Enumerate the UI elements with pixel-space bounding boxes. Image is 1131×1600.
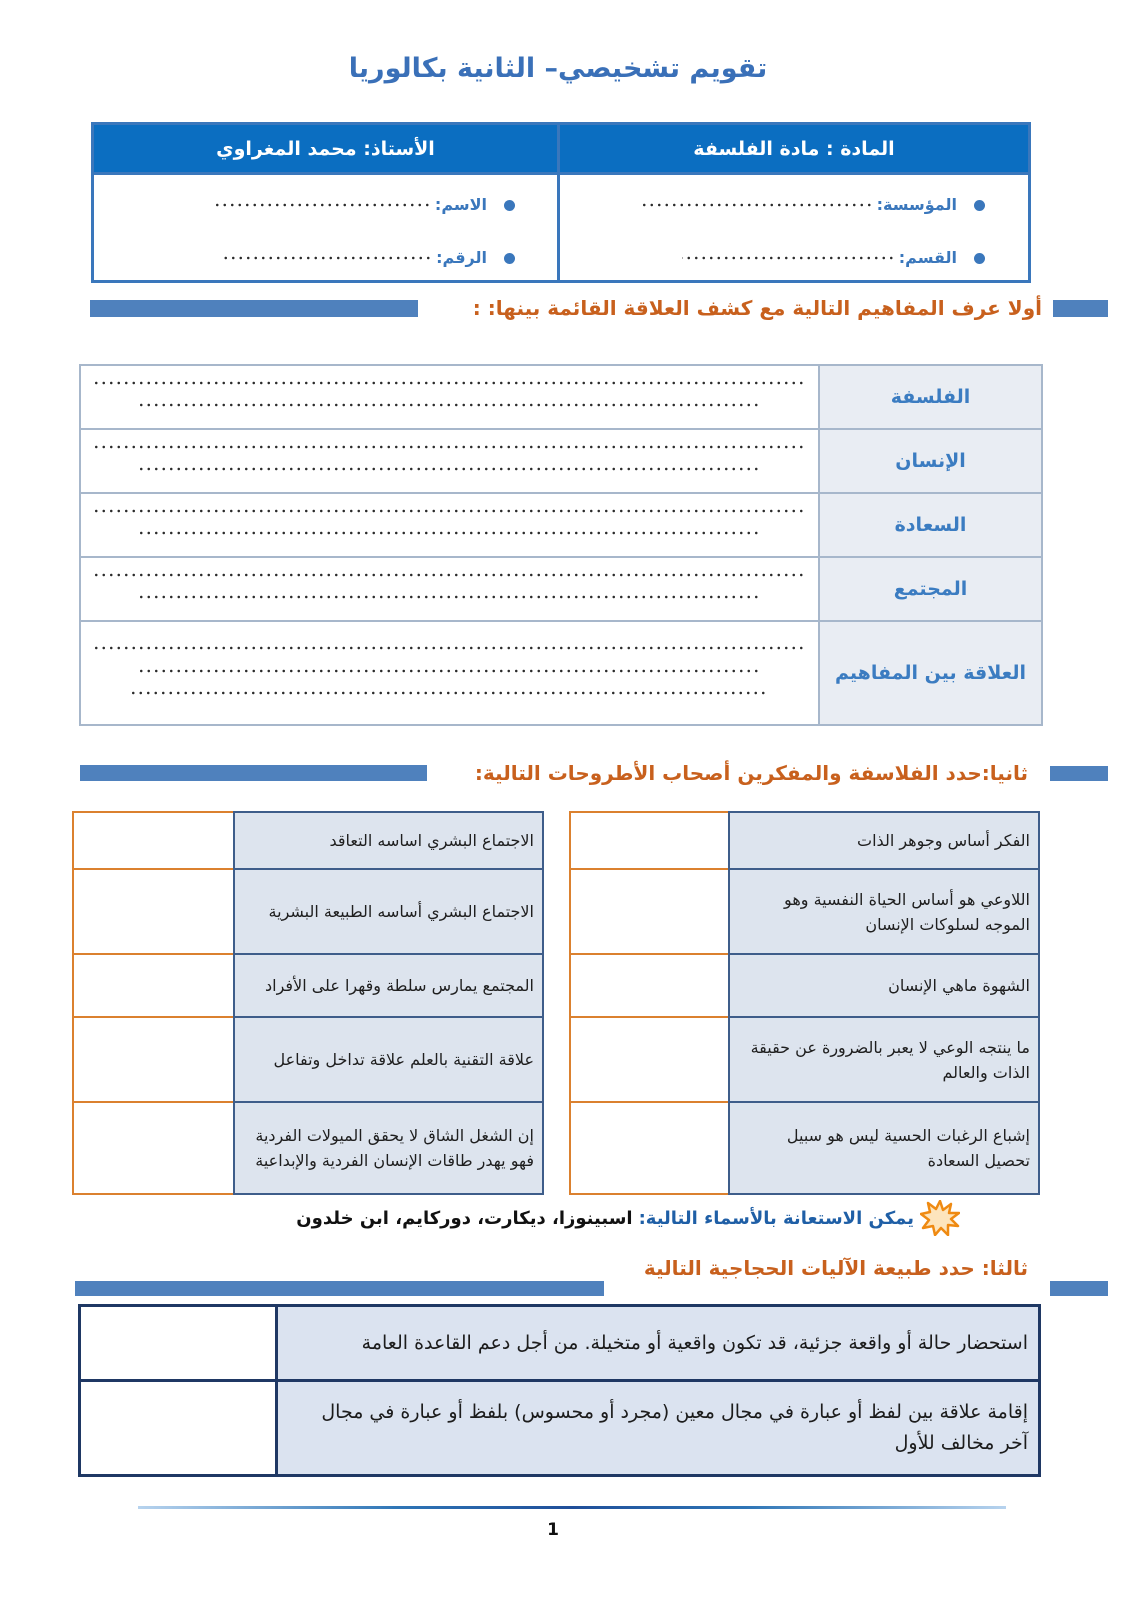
header-divider-vertical	[557, 125, 560, 280]
thesis-cell	[728, 1101, 1040, 1195]
answer-line	[92, 381, 805, 385]
bullet-icon	[974, 200, 985, 211]
concept-label: العلاقة بين المفاهيم	[818, 622, 1041, 724]
concept-row	[81, 430, 1041, 494]
section-3-title: ثالثا: حدد طبيعة الآليات الحجاجية التالية	[643, 1256, 1028, 1280]
subject-label: المادة : مادة الفلسفة	[693, 137, 895, 160]
heading-bar-left	[75, 1281, 604, 1296]
number-field	[220, 244, 515, 272]
answer-line	[92, 445, 805, 449]
answer-line	[132, 691, 767, 695]
thesis-text: الشهوة ماهي الإنسان	[888, 976, 1030, 995]
thesis-cell	[233, 1101, 544, 1195]
mechanism-text: إقامة علاقة بين لفظ أو عبارة في مجال معين (مجرد أو محسوس) بلفظ أو عبارة في مجال آخر مخالف للأول	[321, 1401, 1028, 1454]
hint-prefix: يمكن الاستعانة بالأسماء التالية:	[638, 1207, 914, 1229]
hint-names: اسبينوزا، ديكارت، دوركايم، ابن خلدون	[296, 1207, 633, 1229]
section-1-heading	[90, 292, 1108, 324]
table-divider-vertical	[275, 1307, 278, 1474]
answer-cell	[569, 1101, 730, 1195]
thesis-text: الاجتماع البشري أساسه الطبيعة البشرية	[268, 902, 534, 921]
concept-row	[81, 558, 1041, 622]
subject-cell	[560, 125, 1028, 172]
thesis-cell	[728, 868, 1040, 955]
answer-cell	[569, 953, 730, 1018]
answer-line	[137, 595, 760, 599]
answer-line	[220, 256, 432, 260]
answer-line	[137, 467, 760, 471]
name-field	[216, 191, 515, 219]
concept-label: الفلسفة	[818, 366, 1041, 428]
concept-row	[81, 366, 1041, 430]
star-burst-icon	[920, 1200, 960, 1236]
answer-line	[216, 203, 431, 207]
concept-row	[81, 494, 1041, 558]
answer-cell	[569, 811, 730, 870]
number-label: الرقم:	[436, 248, 487, 267]
page-number: 1	[547, 1520, 559, 1540]
concept-label: السعادة	[818, 494, 1041, 556]
school-label: المؤسسة:	[876, 195, 957, 214]
thesis-cell	[728, 811, 1040, 870]
section-2-heading	[80, 757, 1108, 789]
footer-rule	[138, 1506, 1006, 1509]
thesis-text: المجتمع يمارس سلطة وقهرا على الأفراد	[265, 976, 534, 995]
answer-line	[92, 646, 805, 650]
thesis-text: الاجتماع البشري اساسه التعاقد	[329, 831, 534, 850]
theses-table-right	[569, 811, 1040, 1197]
thesis-text: اللاوعي هو أساس الحياة النفسية وهو الموجه لسلوكات الإنسان	[784, 889, 1030, 934]
heading-bar-left	[90, 300, 418, 317]
thesis-text: علاقة التقنية بالعلم علاقة تداخل وتفاعل	[273, 1050, 534, 1069]
answer-line	[137, 669, 760, 673]
thesis-cell	[233, 953, 544, 1018]
bullet-icon	[504, 253, 515, 264]
class-label: القسم:	[898, 248, 957, 267]
answer-line	[92, 509, 805, 513]
page-title: تقويم تشخيصي– الثانية بكالوريا	[348, 53, 768, 84]
answer-cell	[569, 1016, 730, 1103]
answer-cell	[72, 811, 235, 870]
thesis-text: ما ينتجه الوعي لا يعبر بالضرورة عن حقيقة الذات والعالم	[750, 1037, 1030, 1082]
mechanism-cell	[278, 1307, 1038, 1379]
header-divider-horizontal	[94, 172, 1028, 175]
mechanisms-table	[78, 1304, 1041, 1477]
section-3-heading	[75, 1252, 1108, 1296]
heading-bar-right	[1050, 766, 1108, 781]
thesis-text: إن الشغل الشاق لا يحقق الميولات الفردية فهو يهدر طاقات الإنسان الفردية والإبداعية	[255, 1126, 534, 1170]
answer-line	[92, 573, 805, 577]
theses-table-left	[72, 811, 544, 1197]
concept-label: المجتمع	[818, 558, 1041, 620]
teacher-cell	[94, 125, 557, 172]
concept-label: الإنسان	[818, 430, 1041, 492]
bullet-icon	[504, 200, 515, 211]
bullet-icon	[974, 253, 985, 264]
answer-line	[137, 403, 760, 407]
answer-cell	[72, 1101, 235, 1195]
answer-cell	[72, 868, 235, 955]
concept-row	[81, 622, 1041, 724]
names-hint	[296, 1201, 960, 1235]
info-table	[91, 122, 1031, 283]
heading-bar-left	[80, 765, 427, 781]
thesis-cell	[728, 953, 1040, 1018]
thesis-cell	[233, 868, 544, 955]
table-divider-horizontal	[81, 1379, 1038, 1382]
section-2-title: ثانيا:حدد الفلاسفة والمفكرين أصحاب الأطروحات التالية:	[474, 761, 1028, 785]
answer-cell	[569, 868, 730, 955]
answer-line	[682, 256, 895, 260]
answer-cell	[81, 1382, 275, 1474]
heading-bar-right	[1053, 300, 1108, 317]
school-field	[643, 191, 985, 219]
thesis-cell	[233, 811, 544, 870]
mechanism-cell	[278, 1382, 1038, 1474]
thesis-text: إشباع الرغبات الحسية ليس هو سبيل تحصيل السعادة	[786, 1126, 1030, 1170]
mechanism-text: استحضار حالة أو واقعة جزئية، قد تكون واقعية أو متخيلة. من أجل دعم القاعدة العامة	[361, 1331, 1028, 1354]
thesis-text: الفكر أساس وجوهر الذات	[857, 831, 1030, 850]
answer-cell	[81, 1307, 275, 1379]
concepts-table	[79, 364, 1043, 726]
section-1-title: أولا عرف المفاهيم التالية مع كشف العلاقة القائمة بينها: :	[472, 296, 1042, 320]
class-field	[682, 244, 985, 272]
teacher-label: الأستاذ: محمد المغراوي	[216, 137, 435, 160]
thesis-cell	[233, 1016, 544, 1103]
answer-line	[643, 203, 873, 207]
heading-bar-right	[1050, 1281, 1108, 1296]
answer-cell	[72, 953, 235, 1018]
thesis-cell	[728, 1016, 1040, 1103]
name-label: الاسم:	[434, 195, 487, 214]
answer-cell	[72, 1016, 235, 1103]
answer-line	[137, 531, 760, 535]
